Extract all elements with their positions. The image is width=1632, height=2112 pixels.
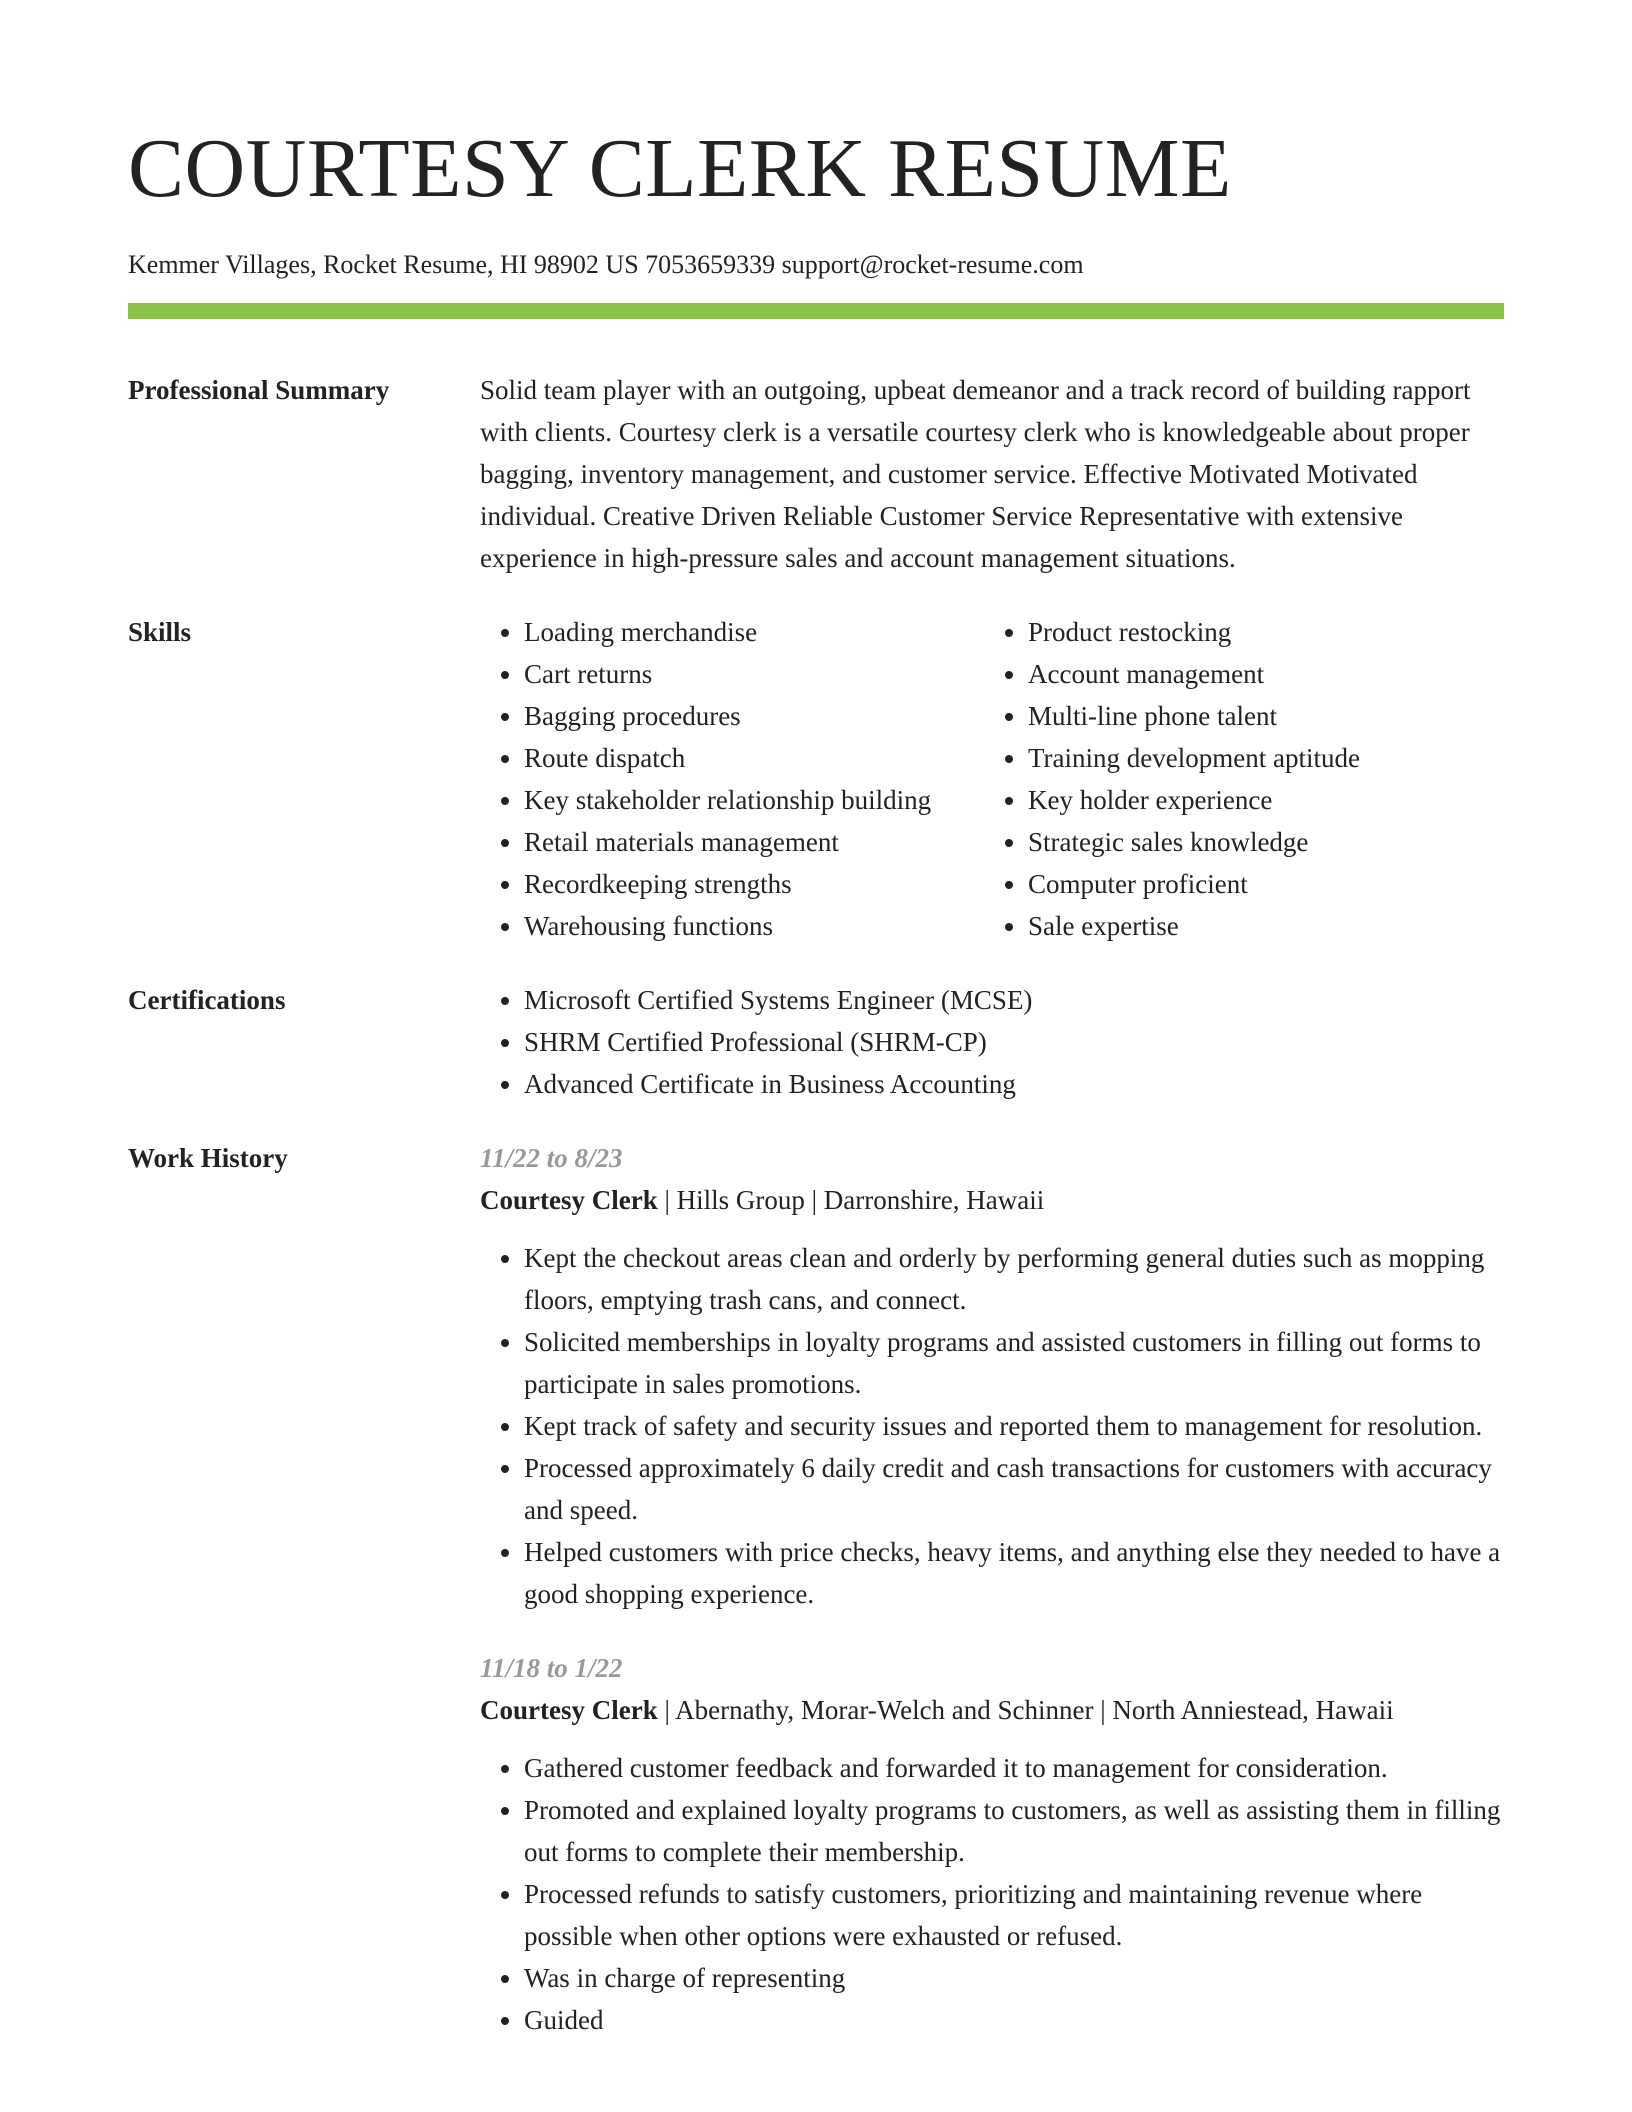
job-company: | Hills Group | Darronshire, Hawaii [657,1185,1045,1215]
skill-item: • Multi-line phone talent [1028,695,1488,737]
skill-item: • Strategic sales knowledge [1028,821,1488,863]
job-duty: • Solicited memberships in loyalty programs and assisted customers in filling out forms to participate in sales promotions. [524,1321,1504,1405]
skills-columns [480,611,1504,947]
skill-item: • Account management [1028,653,1488,695]
skill-item: • Retail materials management [524,821,984,863]
job-duty: • Processed approximately 6 daily credit and cash transactions for customers with accuracy and speed. [524,1447,1504,1531]
job-duty: • Kept track of safety and security issues and reported them to management for resolution. [524,1405,1504,1447]
skill-item: • Training development aptitude [1028,737,1488,779]
skill-item: • Route dispatch [524,737,984,779]
work-history-body [480,1137,1504,2041]
job-duty: • Kept the checkout areas clean and orderly by performing general duties such as mopping floors, emptying trash cans, and connect. [524,1237,1504,1321]
job-entry [480,1137,1504,1615]
job-duty: • Was in charge of representing [524,1957,1504,1999]
skills-right-column [984,611,1488,947]
certification-item: • Advanced Certificate in Business Accounting [524,1063,1504,1105]
work-history-label: Work History [128,1143,288,1173]
contact-line: Kemmer Villages, Rocket Resume, HI 98902 US 7053659339 support@rocket-resume.com [128,250,1084,279]
job-duty: • Processed refunds to satisfy customers, prioritizing and maintaining revenue where possible when other options were exhausted or refused. [524,1873,1504,1957]
job-dates: 11/22 to 8/23 [480,1143,623,1173]
certifications-body [480,979,1504,1105]
certifications-label: Certifications [128,985,286,1015]
work-history-section [128,1137,1504,2041]
job-title: Courtesy Clerk [480,1185,658,1215]
job-duty: • Guided [524,1999,1504,2041]
summary-section [128,369,1504,579]
job-dates: 11/18 to 1/22 [480,1653,623,1683]
skills-right-list [984,611,1488,947]
job-company: | Abernathy, Morar-Welch and Schinner | North Anniestead, Hawaii [657,1695,1394,1725]
certification-item: • Microsoft Certified Systems Engineer (MCSE) [524,979,1504,1021]
job-duty: • Helped customers with price checks, heavy items, and anything else they needed to have a good shopping experience. [524,1531,1504,1615]
skill-item: • Key holder experience [1028,779,1488,821]
skill-item: • Product restocking [1028,611,1488,653]
skill-item: • Computer proficient [1028,863,1488,905]
skill-item: • Cart returns [524,653,984,695]
job-duty: • Promoted and explained loyalty programs to customers, as well as assisting them in filling out forms to complete their membership. [524,1789,1504,1873]
skill-item: • Recordkeeping strengths [524,863,984,905]
accent-divider [128,303,1504,319]
skill-item: • Key stakeholder relationship building [524,779,984,821]
summary-label: Professional Summary [128,375,390,405]
job-duties-list [480,1237,1504,1615]
resume-page [128,0,1504,2041]
skills-left-column [480,611,984,947]
job-heading [480,1689,1504,1731]
skill-item: • Loading merchandise [524,611,984,653]
skills-label: Skills [128,617,192,647]
job-duty: • Gathered customer feedback and forwarded it to management for consideration. [524,1747,1504,1789]
skills-section [128,611,1504,947]
certifications-list [480,979,1504,1105]
skill-item: • Bagging procedures [524,695,984,737]
job-heading [480,1179,1504,1221]
resume-title: COURTESY CLERK RESUME [128,122,1232,215]
job-duties-list [480,1747,1504,2041]
skills-left-list [480,611,984,947]
skill-item: • Sale expertise [1028,905,1488,947]
summary-text: Solid team player with an outgoing, upbeat demeanor and a track record of building rapport with clients. Courtesy clerk is a versatile courtesy clerk who is knowledgeable about proper bagging, inventory management, and customer service. Effective Motivated Motivated individual. Creative Driven Reliable Customer Service Representative with extensive experience in high-pressure sales and account management situations. [480,375,1471,573]
job-title: Courtesy Clerk [480,1695,658,1725]
certification-item: • SHRM Certified Professional (SHRM-CP) [524,1021,1504,1063]
certifications-section [128,979,1504,1105]
skill-item: • Warehousing functions [524,905,984,947]
job-entry [480,1647,1504,2041]
